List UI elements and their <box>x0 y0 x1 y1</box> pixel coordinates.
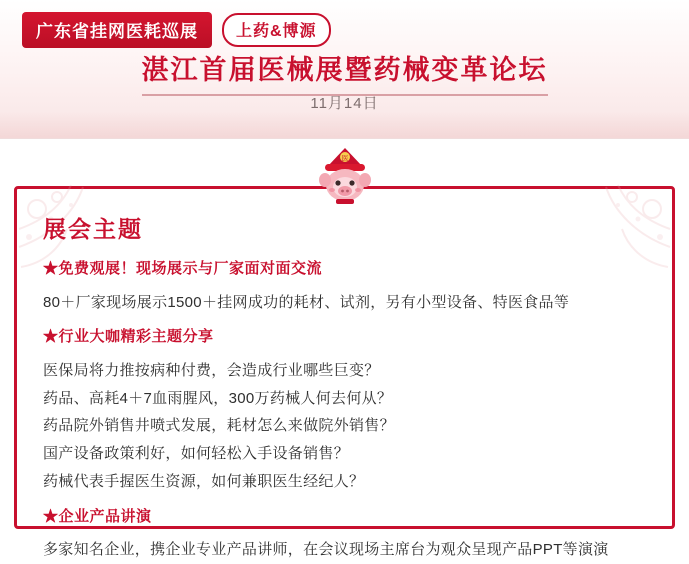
text-exhibitors: 80＋厂家现场展示1500＋挂网成功的耗材、试剂，另有小型设备、特医食品等 <box>43 293 570 311</box>
page-title-wrap <box>0 48 689 96</box>
page-title: 湛江首届医械展暨药械变革论坛 <box>142 48 548 96</box>
section-title: 展会主题 <box>43 216 143 242</box>
badge-exhibition-tour: 广东省挂网医耗巡展 <box>22 12 212 48</box>
theme-card-content <box>17 189 672 564</box>
text-topic-2: 药品、高耗4＋7血雨腥风，300万药械人何去何从？ <box>43 389 393 407</box>
text-topic-1: 医保局将力推按病种付费，会造成行业哪些巨变？ <box>43 361 380 379</box>
highlight-keynote-sharing: ★行业大咖精彩主题分享 <box>43 328 214 346</box>
svg-text:医: 医 <box>341 154 348 163</box>
highlight-product-presentation: ★企业产品讲演 <box>43 507 152 525</box>
text-topic-3: 药品院外销售井喷式发展，耗材怎么来做院外销售？ <box>43 417 395 435</box>
theme-card <box>14 186 675 558</box>
text-topic-5: 药械代表手握医生资源，如何兼职医生经纪人？ <box>43 472 365 490</box>
badge-sponsors: 上药&博源 <box>222 13 331 47</box>
header-badges <box>22 12 331 48</box>
poster-header <box>0 0 689 139</box>
mascot-illustration <box>310 144 380 206</box>
text-topic-4: 国产设备政策利好，如何轻松入手设备销售？ <box>43 445 350 462</box>
highlight-free-admission: ★免费观展！现场展示与厂家面对面交流 <box>43 260 323 277</box>
event-date: 11月14日 <box>310 95 379 112</box>
text-product-presentation: 多家知名企业，携企业专业产品讲师，在会议现场主席台为观众呈现产品PPT等演演 <box>43 541 609 558</box>
